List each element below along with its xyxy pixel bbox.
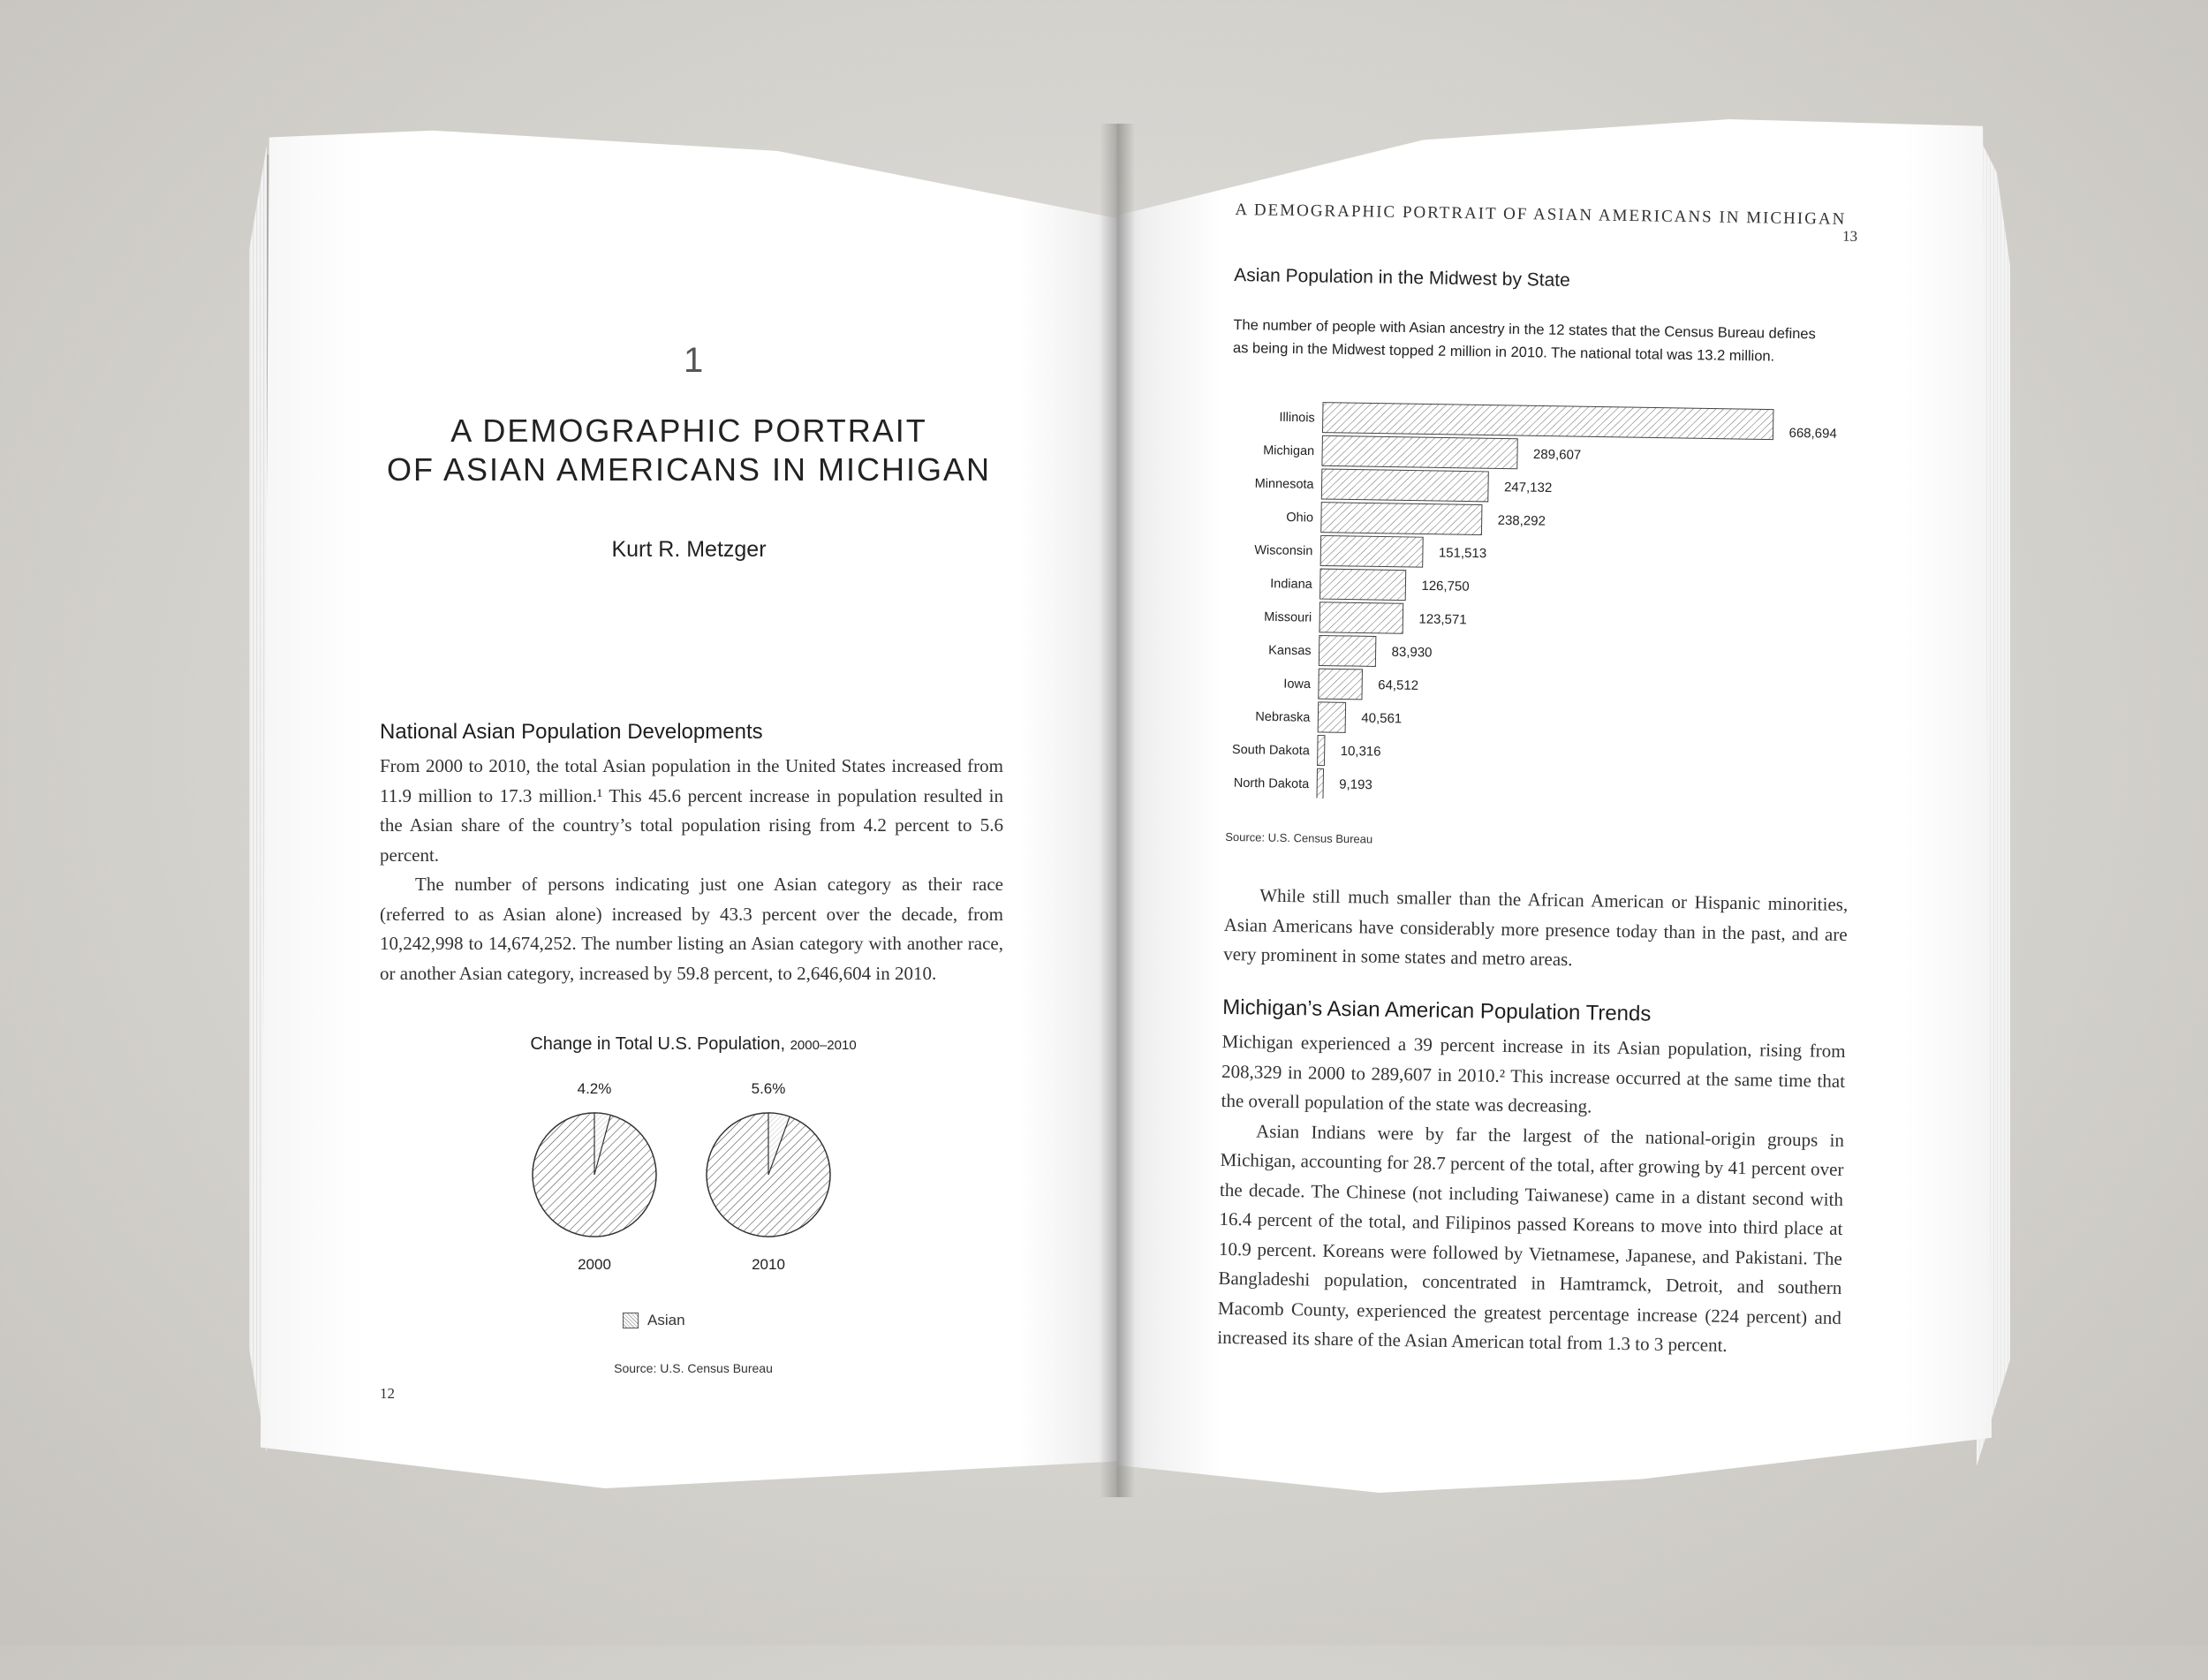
bar-north-dakota	[1317, 768, 1324, 798]
right-paragraph-1: Michigan experienced a 39 percent increase in its Asian population, rising from 208,329 in 2000 to 289,607 in 2010.² This increase occurred at the same time that the overall population of the state was decreasing.	[1221, 1030, 1846, 1117]
bar-category-label: South Dakota	[1231, 743, 1310, 759]
bar-source: Source: U.S. Census Bureau	[1225, 829, 1373, 846]
bar-minnesota	[1321, 469, 1488, 502]
bar-value-label: 289,607	[1532, 447, 1582, 463]
pie-percent-label: 5.6%	[751, 1080, 786, 1097]
bar-value-label: 668,694	[1788, 425, 1837, 442]
bar-category-label: Michigan	[1263, 443, 1315, 459]
bar-value-label: 10,316	[1340, 743, 1381, 760]
bar-category-label: Indiana	[1270, 577, 1312, 592]
bar-category-label: Kansas	[1268, 643, 1312, 659]
pie-chart-title-years: 2000–2010	[790, 1038, 857, 1053]
pie-source: Source: U.S. Census Bureau	[614, 1361, 773, 1375]
right-paragraph-2: Asian Indians were by far the largest of the national-origin groups in Michigan, accounting for 28.7 percent of the total, after growing by 41 percent over the decade. The Chinese (not including Taiwanese) came in a distant second with 16.4 percent of the total, and Filipinos passed Koreans to move into third place at 10.9 percent. Koreans were followed by Vietnamese, Japanese, and Pakistani. The Bangladeshi population, concentrated in Hamtramck, Detroit, and southern Macomb County, experienced the greatest percentage increase (224 percent) and increased its share of the Asian American total from 1.3 to 3 percent.	[1217, 1119, 1845, 1356]
bar-category-label: Iowa	[1283, 677, 1312, 692]
chapter-title-line-1: A DEMOGRAPHIC PORTRAIT	[450, 412, 927, 449]
bar-missouri	[1320, 602, 1403, 633]
bar-category-label: Wisconsin	[1254, 543, 1313, 559]
pie-percent-label: 4.2%	[577, 1080, 612, 1097]
bar-indiana	[1320, 569, 1406, 601]
bar-category-label: North Dakota	[1233, 776, 1310, 792]
right-body-text-1	[1223, 881, 1848, 980]
bar-value-label: 238,292	[1497, 512, 1546, 529]
left-page-number: 12	[380, 1385, 395, 1402]
bar-value-label: 247,132	[1503, 480, 1553, 496]
section-heading-michigan: Michigan’s Asian American Population Trends	[1222, 995, 1652, 1026]
bar-value-label: 83,930	[1391, 644, 1433, 661]
bar-michigan	[1322, 435, 1517, 468]
chapter-number: 1	[684, 341, 704, 380]
bar-nebraska	[1318, 702, 1345, 732]
left-paragraph-2: The number of persons indicating just one Asian category as their race (referred to as Asian alone) increased by 43.3 percent over the decade, from 10,242,998 to 14,674,252. The number listing an Asian category with another race, or another Asian category, increased by 59.8 percent, to 2,646,604 in 2010.	[380, 874, 1003, 984]
pie-year-label: 2000	[578, 1256, 611, 1273]
bar-category-label: Ohio	[1286, 511, 1314, 526]
right-paragraph-after-chart: While still much smaller than the African American or Hispanic minorities, Asian Americans have considerably more presence today than in the past, and are very prominent in some states and metro areas.	[1223, 884, 1849, 971]
pie-year-label: 2010	[752, 1256, 785, 1273]
running-head: A DEMOGRAPHIC PORTRAIT OF ASIAN AMERICANS IN MICHIGAN	[1235, 200, 1847, 229]
bar-category-label: Missouri	[1264, 609, 1312, 625]
bar-category-label: Minnesota	[1254, 476, 1314, 492]
bar-ohio	[1321, 503, 1482, 535]
right-page-number: 13	[1841, 227, 1858, 246]
chapter-title-line-2: OF ASIAN AMERICANS IN MICHIGAN	[386, 451, 992, 488]
bar-value-label: 126,750	[1421, 578, 1470, 594]
bar-value-label: 64,512	[1378, 677, 1419, 693]
bar-south-dakota	[1318, 736, 1325, 766]
bar-value-label: 151,513	[1438, 545, 1487, 562]
bar-value-label: 9,193	[1339, 776, 1372, 793]
bar-kansas	[1319, 635, 1376, 666]
bar-chart-title: Asian Population in the Midwest by State	[1234, 264, 1570, 291]
bar-category-label: Illinois	[1279, 410, 1315, 426]
section-heading-national: National Asian Population Developments	[380, 720, 763, 744]
pie-chart-title-main: Change in Total U.S. Population,	[530, 1034, 786, 1054]
bar-category-label: Nebraska	[1255, 709, 1311, 725]
bar-iowa	[1319, 669, 1363, 700]
bar-illinois	[1322, 403, 1773, 440]
author-name: Kurt R. Metzger	[611, 537, 767, 562]
left-paragraph-1: From 2000 to 2010, the total Asian population in the United States increased from 11.9 million to 17.3 million.¹ This 45.6 percent increase in population resulted in the Asian share of the country’s total population rising from 4.2 percent to 5.6 percent.	[380, 755, 1003, 866]
bar-value-label: 40,561	[1361, 710, 1403, 727]
bar-chart	[1226, 390, 1868, 806]
legend-label-asian: Asian	[647, 1312, 685, 1328]
bar-value-label: 123,571	[1418, 611, 1467, 628]
bar-wisconsin	[1320, 535, 1423, 567]
right-body-text-2	[1217, 1027, 1846, 1363]
bar-chart-subtitle: The number of people with Asian ancestry in the 12 states that the Census Bureau defines as being in the Midwest topped 2 million in 2010. The national total was 13.2 million.	[1232, 316, 1816, 365]
